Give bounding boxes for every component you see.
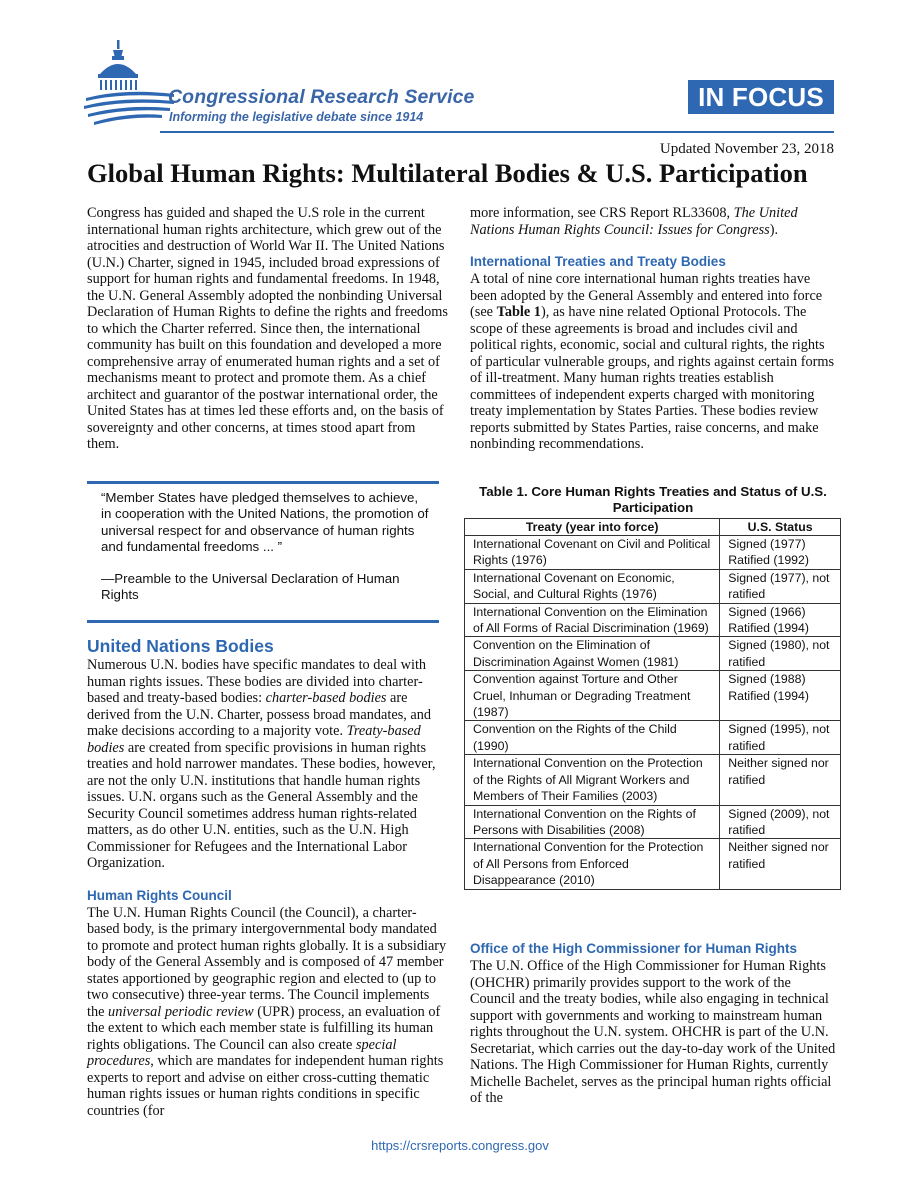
status-cell: Neither signed nor ratified (720, 755, 841, 805)
treaties-heading: International Treaties and Treaty Bodies (470, 254, 726, 269)
un-bodies-section (87, 636, 448, 1119)
un-text-2: are derived from the U.N. Charter, possess broad mandates, and make decisions according to a majority vote. (87, 690, 432, 739)
table-row (465, 721, 841, 755)
hrc-term-upr: universal periodic review (108, 1003, 254, 1020)
hrc-text-1: The U.N. Human Rights Council (the Council), a charter-based body, is the primary intergovernmental body mandated to promote and protect human rights globally. It is a subsidiary body of the General Assembly and is composed of 47 member states apportioned by geographic region and elected to (up to two consecutive) three-year terms. The Council implements the (87, 904, 447, 1020)
table-row (465, 755, 841, 805)
table-row (465, 603, 841, 637)
cont-text-1: more information, see CRS Report RL33608, (470, 205, 734, 221)
hrc-text-2: (UPR) process, an evaluation of the extent to which each member state is fulfilling its human rights obligations. The Council can also create (87, 1003, 441, 1053)
table-row (465, 569, 841, 603)
table-caption: Table 1. Core Human Rights Treaties and Status of U.S. Participation (479, 484, 827, 515)
treaty-cell: International Covenant on Civil and Political Rights (1976) (465, 536, 720, 570)
treaties-paragraph (470, 271, 835, 453)
quote-bottom-rule (87, 620, 439, 623)
in-focus-badge: IN FOCUS (688, 80, 834, 114)
column-header-status: U.S. Status (720, 519, 841, 536)
hrc-heading: Human Rights Council (87, 887, 232, 903)
treaty-cell: International Convention on the Rights of Persons with Disabilities (2008) (465, 805, 720, 839)
hrc-term-special: special procedures (87, 1036, 397, 1069)
continuation-paragraph (470, 205, 835, 238)
page-title: Global Human Rights: Multilateral Bodies & U.S. Participation (87, 158, 808, 188)
table-row (465, 671, 841, 721)
table-header-row (465, 519, 841, 536)
un-text-1: Numerous U.N. bodies have specific mandates to deal with human rights issues. These bodies are divided into charter-based and treaty-based bodies: (87, 657, 427, 706)
treaty-table (464, 518, 841, 890)
column-header-treaty: Treaty (year into force) (465, 519, 720, 536)
status-cell: Signed (1995), not ratified (720, 721, 841, 755)
quote-text: “Member States have pledged themselves to achieve, in cooperation with the United Nations, the promotion of universal respect for and observance of human rights and fundamental freedoms ... ” (101, 490, 429, 554)
treaty-text-2: ), as have nine related Optional Protocols. The scope of these agreements is broad and includes civil and political rights, economic, social and cultural rights, the rights of particular vulnerable groups, and rights against certain forms of ill-treatment. Many human rights treaties establish committees of independent experts charged with monitoring treaty implementation by States Parties. These bodies review reports submitted by States Parties, raise concerns, and make nonbinding recommendations. (470, 304, 835, 452)
brand-name: Congressional Research Service (168, 86, 475, 108)
cont-text-2: ). (769, 221, 779, 238)
brand-tagline: Informing the legislative debate since 1914 (169, 110, 424, 124)
quote-content (101, 490, 431, 604)
un-term-treaty: Treaty-based bodies (87, 723, 421, 756)
status-cell: Signed (1966) Ratified (1994) (720, 603, 841, 637)
table-reference: Table 1 (496, 304, 541, 320)
cont-report-title: The United Nations Human Rights Council: Issues for Congress (470, 205, 798, 238)
treaty-cell: Convention on the Elimination of Discrimination Against Women (1981) (465, 637, 720, 671)
status-cell: Signed (1980), not ratified (720, 637, 841, 671)
treaty-cell: Convention against Torture and Other Cruel, Inhuman or Degrading Treatment (1987) (465, 671, 720, 721)
intro-paragraph: Congress has guided and shaped the U.S role in the current international human rights architecture, which grew out of the atrocities and destruction of World War II. The United Nations (U.N.) Charter, signed in 1945, included broad expressions of support for human rights and fundamental freedoms. In 1948, the U.N. General Assembly adopted the nonbinding Universal Declaration of Human Rights to define the rights and freedoms to which the Charter referred. Since then, the international community has built on this foundation and developed a more comprehensive array of enumerated human rights and a set of mechanisms meant to protect and promote them. As a chief architect and guarantor of the postwar international order, the United States has at times led these efforts and, on the basis of sovereignty and other concerns, at times stood apart from them. (87, 205, 448, 452)
treaty-cell: Convention on the Rights of the Child (1990) (465, 721, 720, 755)
quote-source: —Preamble to the Universal Declaration of Human Rights (101, 571, 400, 603)
treaty-cell: International Covenant on Economic, Social, and Cultural Rights (1976) (465, 569, 720, 603)
updated-date: Updated November 23, 2018 (659, 141, 834, 157)
status-cell: Signed (2009), not ratified (720, 805, 841, 839)
un-bodies-heading: United Nations Bodies (87, 636, 274, 656)
hrc-text-3: , which are mandates for independent human rights experts to report and advise on either cross-cutting thematic human rights issues or human rights conditions in specific countries (for (87, 1053, 444, 1119)
un-text-3: are created from specific provisions in human rights treaties and hold narrower mandates. These bodies, however, are not the only U.N. institutions that handle human rights issues. U.N. organs such as the General Assembly and the Security Council sometimes address human rights-related matters, as do other U.N. entities, such as the U.N. High Commissioner for Refugees and the International Labor Organization. (87, 739, 436, 871)
quote-top-rule (87, 481, 439, 484)
table-row (465, 536, 841, 570)
ohchr-section (470, 940, 836, 1107)
status-cell: Signed (1977), not ratified (720, 569, 841, 603)
status-cell: Signed (1977) Ratified (1992) (720, 536, 841, 570)
left-column (87, 205, 448, 453)
ohchr-paragraph: The U.N. Office of the High Commissioner for Human Rights (OHCHR) primarily provides support to the work of the Council and the treaty bodies, while also engaging in technical support with governments and working to mainstream human rights throughout the U.N. system. OHCHR is part of the U.N. Secretariat, which carries out the day-to-day work of the United Nations. The High Commissioner for Human Rights, currently Michelle Bachelet, serves as the principal human rights official of the (470, 958, 836, 1106)
quote-box (87, 481, 439, 623)
capitol-dome-logo (84, 40, 174, 130)
table-row (465, 805, 841, 839)
un-term-charter: charter-based bodies (265, 690, 387, 706)
footer-link[interactable]: https://crsreports.congress.gov (371, 1138, 549, 1153)
treaty-cell: International Convention on the Protection of the Rights of All Migrant Workers and Members of Their Families (2003) (465, 755, 720, 805)
header-rule (160, 131, 834, 133)
treaty-cell: International Convention on the Elimination of All Forms of Racial Discrimination (1969) (465, 603, 720, 637)
status-cell: Neither signed nor ratified (720, 839, 841, 889)
status-cell: Signed (1988) Ratified (1994) (720, 671, 841, 721)
table-row (465, 839, 841, 889)
table-row (465, 637, 841, 671)
treaty-cell: International Convention for the Protection of All Persons from Enforced Disappearance (2010) (465, 839, 720, 889)
treaty-text-1: A total of nine core international human rights treaties have been adopted by the General Assembly and entered into force (see (470, 271, 823, 320)
right-column (470, 205, 835, 453)
un-bodies-paragraph (87, 657, 448, 872)
ohchr-heading: Office of the High Commissioner for Human Rights (470, 941, 798, 956)
hrc-paragraph (87, 905, 448, 1120)
